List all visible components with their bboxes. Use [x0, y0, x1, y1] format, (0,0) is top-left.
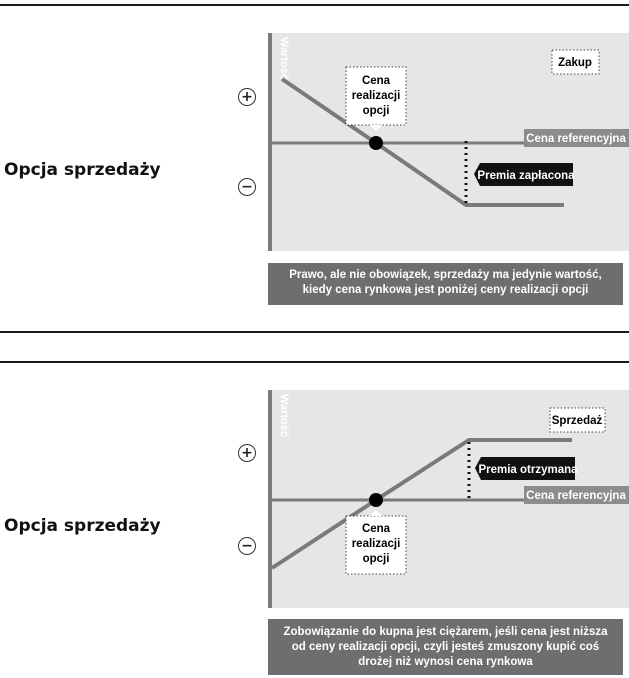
premium-label: Premia zapłacona: [477, 170, 575, 182]
panel-title: Opcja sprzedaży: [4, 516, 161, 536]
panel-put-long: [0, 0, 629, 330]
caption: Zobowiązanie do kupna jest ciężarem, jeśli cena jest niższa od ceny realizacji opcji, czyli jesteś zmuszony kupić coś drożej niż wynosi cena rynkowa: [268, 619, 623, 675]
y-axis-label: Wartość: [278, 394, 290, 437]
y-axis-label: Wartość: [278, 37, 290, 80]
plus-sign-icon: +: [238, 88, 256, 106]
strike-point: [369, 493, 383, 507]
strike-label-line-2: realizacji: [351, 90, 401, 102]
payoff-chart: [262, 390, 629, 610]
strike-point: [369, 136, 383, 150]
position-label: Zakup: [558, 57, 592, 69]
position-label: Sprzedaż: [551, 415, 603, 427]
strike-label-line-3: opcji: [362, 553, 390, 565]
strike-label-line-1: Cena: [361, 75, 391, 87]
strike-label-line-1: Cena: [361, 523, 391, 535]
reference-label: Cena referencyjna: [526, 490, 626, 502]
panel-title: Opcja sprzedaży: [4, 160, 161, 180]
payoff-chart: [262, 33, 629, 253]
plus-sign-icon: +: [238, 444, 256, 462]
caption: Prawo, ale nie obowiązek, sprzedaży ma jedynie wartość, kiedy cena rynkowa jest poniżej ceny realizacji opcji: [268, 263, 623, 305]
minus-sign-icon: −: [238, 178, 256, 196]
strike-label-line-3: opcji: [362, 105, 390, 117]
strike-label-line-2: realizacji: [351, 538, 401, 550]
divider-middle-1: [0, 331, 629, 333]
minus-sign-icon: −: [238, 537, 256, 555]
premium-label: Premia otrzymana: [478, 464, 578, 476]
reference-label: Cena referencyjna: [526, 133, 626, 145]
panel-put-short: [0, 362, 629, 678]
